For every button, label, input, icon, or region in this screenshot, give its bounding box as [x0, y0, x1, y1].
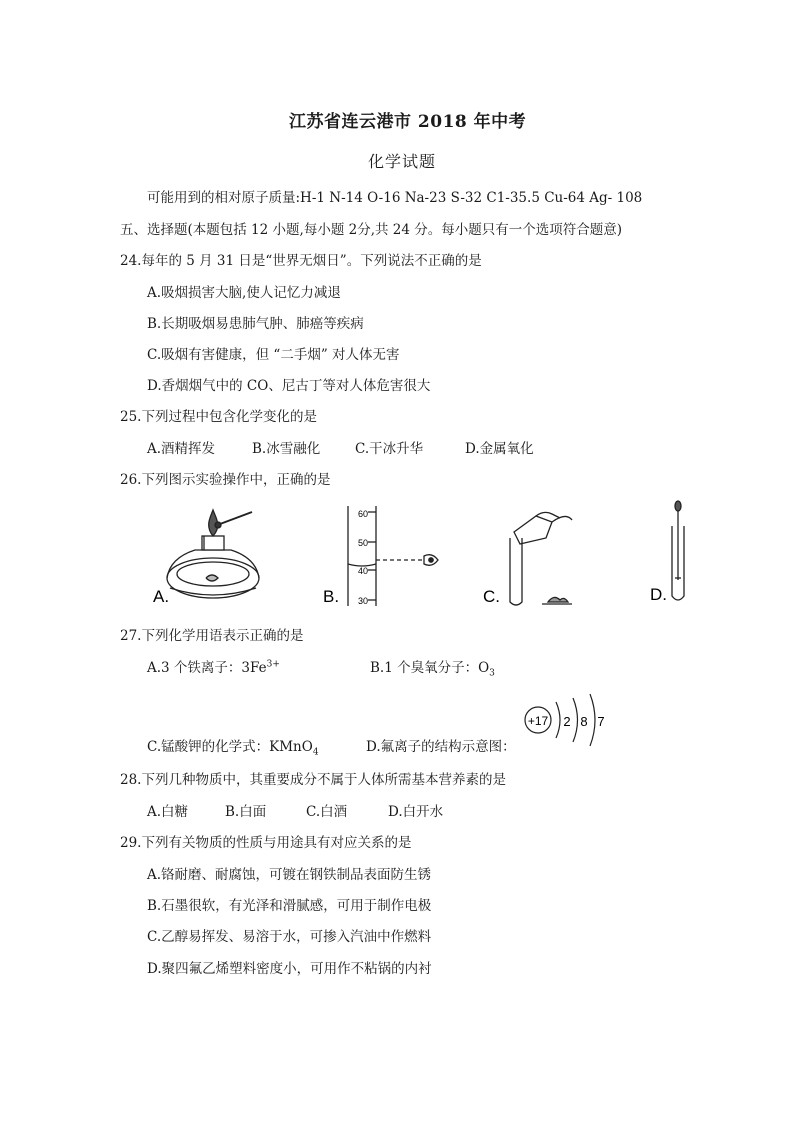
- page-title: 江苏省连云港市 2018 年中考: [289, 112, 527, 132]
- option-c-subscript: 4: [312, 747, 319, 758]
- atomic-masses: 可能用到的相对原子质量:H-1 N-14 O-16 Na-23 S-32 C1-35.5 Cu-64 Ag- 108: [147, 190, 643, 206]
- nucleus-charge: +17: [527, 714, 549, 728]
- question-29-stem: 29.下列有关物质的性质与用途具有对应关系的是: [120, 835, 412, 851]
- question-27-stem: 27.下列化学用语表示正确的是: [120, 628, 304, 644]
- cylinder-tick-60: 60: [358, 509, 369, 519]
- pouring-liquid-figure: [510, 512, 572, 605]
- question-28-option-b: B.白面: [225, 804, 267, 820]
- question-24-option-a: A.吸烟损害大脑,使人记忆力减退: [147, 285, 341, 301]
- question-24-option-d: D.香烟烟气中的 CO、尼古丁等对人体危害很大: [147, 378, 431, 394]
- alcohol-lamp-figure: [167, 510, 259, 598]
- question-27-option-c: [147, 735, 319, 758]
- section-heading: 五、选择题(本题包括 12 小题,每小题 2分,共 24 分。每小题只有一个选项符合题意): [120, 222, 623, 238]
- question-27-option-a: [147, 656, 280, 676]
- option-a-text: A.3 个铁离子：3Fe: [147, 660, 267, 676]
- shell-electrons-1: 2: [563, 714, 571, 729]
- question-24-stem: 24.每年的 5 月 31 日是“世界无烟日”。下列说法不正确的是: [120, 253, 482, 269]
- cylinder-tick-40: 40: [358, 566, 369, 576]
- question-29-option-d: D.聚四氟乙烯塑料密度小，可用作不粘锅的内衬: [147, 961, 432, 977]
- option-c-text: C.锰酸钾的化学式：KMnO: [147, 739, 313, 755]
- shell-arc-1: [556, 702, 560, 738]
- question-25-stem: 25.下列过程中包含化学变化的是: [120, 409, 317, 425]
- shell-electrons-3: 7: [597, 714, 605, 729]
- question-25-option-a: A.酒精挥发: [147, 441, 216, 457]
- question-25-option-b: B.冰雪融化: [252, 441, 321, 457]
- question-28-option-a: A.白糖: [147, 804, 189, 820]
- shell-electrons-2: 8: [580, 714, 588, 729]
- graduated-cylinder-figure: [348, 506, 438, 606]
- question-27-option-b: [370, 656, 495, 679]
- cylinder-tick-50: 50: [358, 538, 369, 548]
- shell-arc-2: [573, 698, 578, 742]
- option-a-charge: 3+: [266, 659, 280, 670]
- shell-arc-3: [590, 694, 595, 746]
- question-28-option-c: C.白酒: [306, 804, 348, 820]
- figure-label-b: B.: [323, 587, 340, 606]
- figure-label-a: A.: [153, 587, 170, 606]
- question-25-option-c: C.干冰升华: [355, 441, 424, 457]
- option-b-text: B.1 个臭氧分子：O: [370, 660, 490, 676]
- page-subtitle: 化学试题: [368, 152, 437, 171]
- question-29-option-b: B.石墨很软，有光泽和滑腻感，可用于制作电极: [147, 898, 432, 914]
- atom-structure-diagram: [520, 690, 610, 748]
- question-27-option-d: D.氟离子的结构示意图：: [366, 739, 516, 755]
- question-29-option-a: A.铬耐磨、耐腐蚀，可镀在钢铁制品表面防生锈: [147, 867, 432, 883]
- option-b-subscript: 3: [489, 668, 495, 679]
- question-26-stem: 26.下列图示实验操作中，正确的是: [120, 472, 331, 488]
- question-25-option-d: D.金属氧化: [465, 441, 534, 457]
- experiment-figures: [140, 498, 700, 610]
- question-28-stem: 28.下列几种物质中，其重要成分不属于人体所需基本营养素的是: [120, 772, 506, 788]
- cylinder-tick-30: 30: [358, 596, 369, 606]
- figure-label-c: C.: [483, 587, 500, 606]
- question-29-option-c: C.乙醇易挥发、易溶于水，可掺入汽油中作燃料: [147, 929, 432, 945]
- dropper-in-tube-figure: [672, 501, 684, 600]
- question-24-option-b: B.长期吸烟易患肺气肿、肺癌等疾病: [147, 316, 364, 332]
- question-24-option-c: C.吸烟有害健康，但 “二手烟” 对人体无害: [147, 347, 400, 363]
- question-28-option-d: D.白开水: [388, 804, 444, 820]
- figure-label-d: D.: [650, 585, 667, 604]
